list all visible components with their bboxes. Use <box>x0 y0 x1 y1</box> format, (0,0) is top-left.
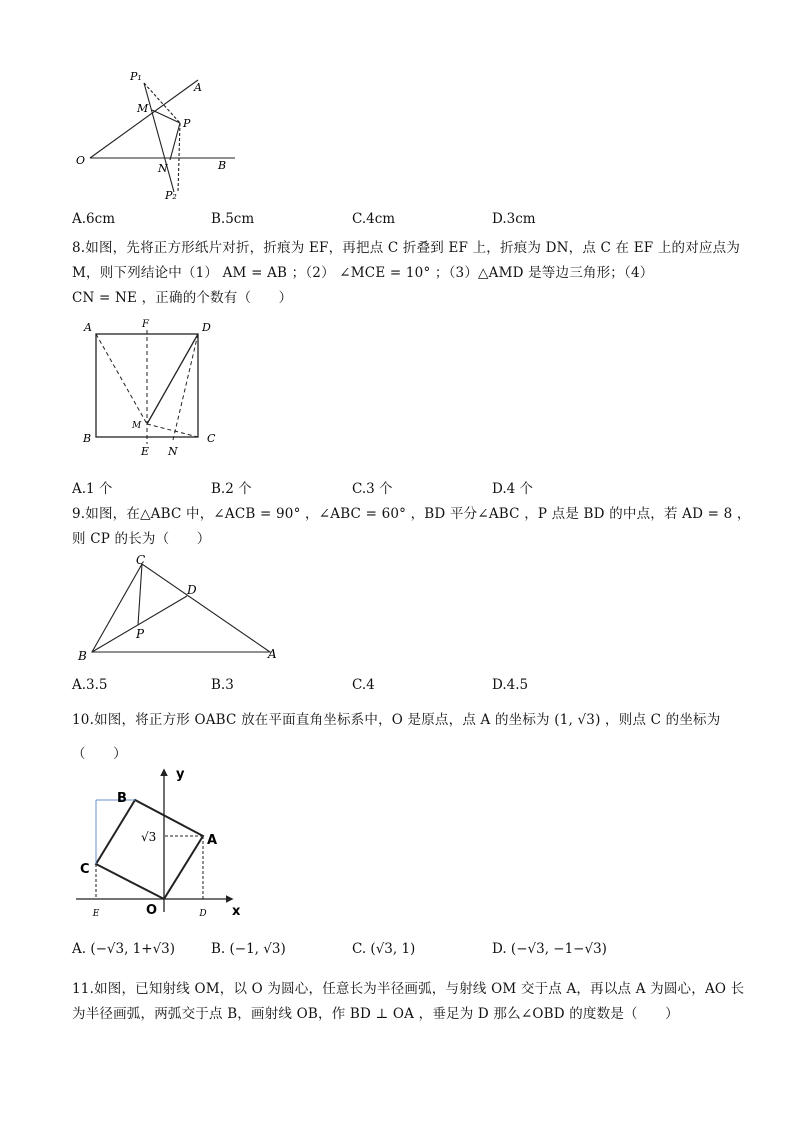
q11-text-line1: 11.如图，已知射线 OM，以 O 为圆心，任意长为半径画弧，与射线 OM 交于点 A，再以点 A 为圆心，AO 长 <box>72 981 745 997</box>
label-b: B <box>117 791 127 806</box>
q7-option-a: A.6cm <box>72 211 115 227</box>
label-n: N <box>168 445 178 458</box>
q8-text-line2: M，则下列结论中（1） AM = AB ；（2） ∠MCE = 10° ；（3）△AMD 是等边三角形；（4） <box>72 265 654 281</box>
dash-am <box>96 334 147 424</box>
label-a: A <box>194 81 202 94</box>
label-x: x <box>232 904 241 919</box>
q7-option-b: B.5cm <box>211 211 255 227</box>
q8-option-b: B.2 个 <box>211 481 252 497</box>
label-b: B <box>78 649 87 663</box>
q8-text-line3: CN = NE ，正确的个数有（ ） <box>72 290 293 306</box>
label-m: M <box>137 102 149 115</box>
q10-option-a: A. (−√3, 1+√3) <box>72 941 176 957</box>
q10-text-line1: 10.如图，将正方形 OABC 放在平面直角坐标系中，O 是原点，点 A 的坐标为 (1, √3) ，则点 C 的坐标为 <box>72 712 721 728</box>
q9-text-line1: 9.如图，在△ABC 中，∠ACB = 90° ，∠ABC = 60° ，BD 平分∠ABC ，P 点是 BD 的中点，若 AD = 8 ， <box>72 506 751 522</box>
segment-dm <box>147 334 198 424</box>
q7-option-c: C.4cm <box>352 211 396 227</box>
label-c: C <box>136 553 146 567</box>
q9-text-line2: 则 CP 的长为（ ） <box>72 531 211 547</box>
q9-option-b: B.3 <box>211 677 234 693</box>
q9-option-c: C.4 <box>352 677 375 693</box>
q8-option-d: D.4 个 <box>492 481 534 497</box>
segment-np <box>170 123 180 160</box>
label-p1: P₁ <box>130 70 142 83</box>
label-o: O <box>146 903 158 918</box>
label-d: D <box>202 321 211 334</box>
label-e: E <box>141 445 150 458</box>
label-y: y <box>176 767 185 782</box>
label-sqrt3: √3 <box>141 830 157 844</box>
label-m: M <box>132 421 142 431</box>
label-a: A <box>207 833 218 848</box>
label-d: D <box>187 583 197 597</box>
q9-option-a: A.3.5 <box>72 677 108 693</box>
q7-figure <box>70 66 250 206</box>
square-oabc <box>96 800 203 899</box>
label-e: E <box>92 909 100 919</box>
label-o: O <box>76 154 86 167</box>
dash-mc <box>147 424 198 437</box>
label-c: C <box>207 432 216 445</box>
label-b: B <box>83 432 92 445</box>
label-f: F <box>142 319 149 330</box>
label-a: A <box>268 647 277 661</box>
q10-option-b: B. (−1, √3) <box>211 941 286 957</box>
label-a: A <box>84 321 92 334</box>
q9-figure <box>72 552 292 668</box>
label-n: N <box>158 162 168 175</box>
triangle-abc <box>92 564 270 652</box>
ray-oa <box>90 80 198 158</box>
q10-option-d: D. (−√3, −1−√3) <box>492 941 607 957</box>
label-p: P <box>183 117 191 130</box>
q7-option-d: D.3cm <box>492 211 536 227</box>
label-d: D <box>199 909 207 919</box>
q8-figure <box>78 316 228 460</box>
label-b: B <box>218 159 227 172</box>
label-p: P <box>136 627 145 641</box>
q10-option-c: C. (√3, 1) <box>352 941 416 957</box>
q8-option-a: A.1 个 <box>72 481 113 497</box>
q11-text-line2: 为半径画弧，两弧交于点 B，画射线 OB，作 BD ⊥ OA ，垂足为 D 那么∠OBD 的度数是（ ） <box>72 1006 679 1022</box>
q8-text-line1: 8.如图，先将正方形纸片对折，折痕为 EF，再把点 C 折叠到 EF 上，折痕为 DN，点 C 在 EF 上的对应点为 <box>72 240 741 256</box>
q10-text-line2: （ ） <box>72 746 127 762</box>
segment-mp <box>152 110 180 123</box>
segment-cp <box>138 564 142 625</box>
q9-option-d: D.4.5 <box>492 677 529 693</box>
q10-figure <box>72 762 252 922</box>
q8-option-c: C.3 个 <box>352 481 393 497</box>
label-c: C <box>80 862 90 877</box>
dash-dn <box>173 334 198 440</box>
label-p2: P₂ <box>165 189 177 202</box>
